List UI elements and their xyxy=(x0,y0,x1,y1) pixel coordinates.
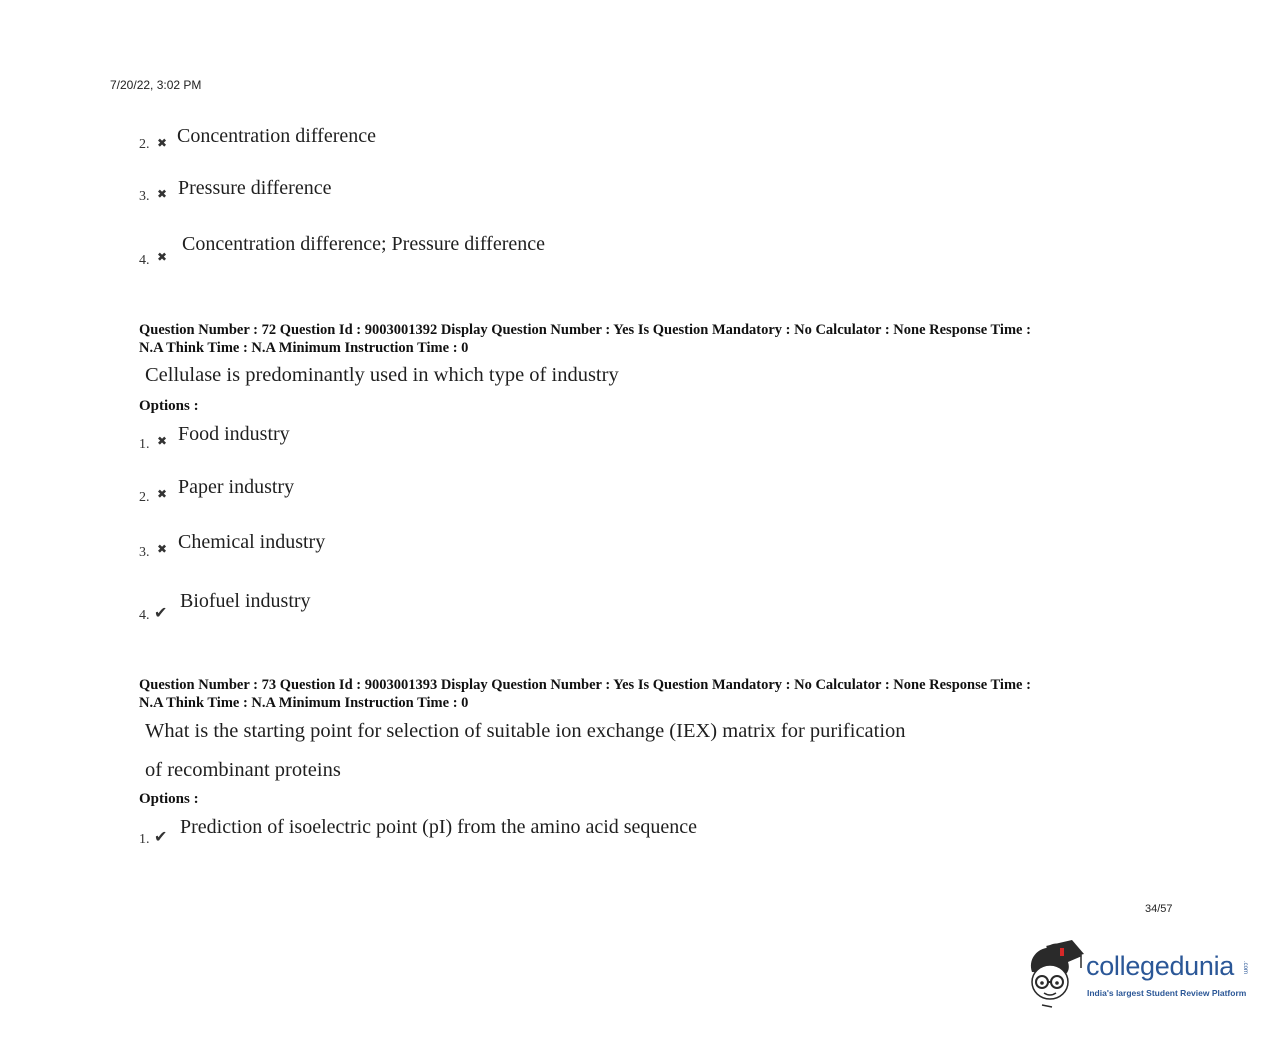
option-text: Pressure difference xyxy=(178,177,332,199)
wrong-mark-icon: ✖ xyxy=(157,542,168,556)
wrong-mark-icon: ✖ xyxy=(157,487,168,501)
option-number: 2. xyxy=(139,137,150,152)
option-number: 4. xyxy=(139,608,150,623)
check-mark-icon: ✔ xyxy=(154,829,168,846)
wrong-mark-icon: ✖ xyxy=(157,187,168,201)
option-text: Concentration difference; Pressure difference xyxy=(182,233,545,255)
wrong-mark-icon: ✖ xyxy=(157,434,168,448)
question-meta-line: Question Number : 72 Question Id : 9003001392 Display Question Number : Yes Is Question Mandatory : No Calculator : None Response Time : xyxy=(139,322,1031,338)
option-number: 1. xyxy=(139,832,150,847)
options-label: Options : xyxy=(139,791,199,807)
question-meta xyxy=(139,321,1149,357)
option-number: 1. xyxy=(139,437,150,452)
page-number: 34/57 xyxy=(1145,903,1173,915)
question-meta-line: Question Number : 73 Question Id : 9003001393 Display Question Number : Yes Is Question Mandatory : No Calculator : None Response Time : xyxy=(139,677,1031,693)
option-number: 3. xyxy=(139,545,150,560)
question-meta xyxy=(139,676,1149,712)
option-text: Prediction of isoelectric point (pI) from the amino acid sequence xyxy=(180,816,698,838)
print-timestamp: 7/20/22, 3:02 PM xyxy=(110,78,202,92)
question-text: Cellulase is predominantly used in which type of industry xyxy=(145,364,619,386)
check-mark-icon: ✔ xyxy=(154,605,168,622)
option-text: Concentration difference xyxy=(177,125,376,147)
option-number: 4. xyxy=(139,253,150,268)
option-number: 3. xyxy=(139,189,150,204)
option-text: Biofuel industry xyxy=(180,590,311,612)
option-text: Chemical industry xyxy=(178,531,326,553)
question-meta-line: N.A Think Time : N.A Minimum Instruction Time : 0 xyxy=(139,340,469,356)
brand-tagline: India's largest Student Review Platform xyxy=(1087,988,1247,998)
wrong-mark-icon: ✖ xyxy=(157,136,168,150)
question-text: What is the starting point for selection of suitable ion exchange (IEX) matrix for purification xyxy=(145,720,906,742)
wrong-mark-icon: ✖ xyxy=(157,250,168,264)
option-text: Food industry xyxy=(178,423,290,445)
options-label: Options : xyxy=(139,398,199,414)
option-number: 2. xyxy=(139,490,150,505)
brand-name: collegedunia xyxy=(1086,951,1235,981)
question-text: of recombinant proteins xyxy=(145,759,341,781)
brand-suffix: .com xyxy=(1242,961,1248,975)
collegedunia-mascot-icon xyxy=(1024,938,1086,1008)
question-meta-line: N.A Think Time : N.A Minimum Instruction Time : 0 xyxy=(139,695,469,711)
option-text: Paper industry xyxy=(178,476,295,498)
